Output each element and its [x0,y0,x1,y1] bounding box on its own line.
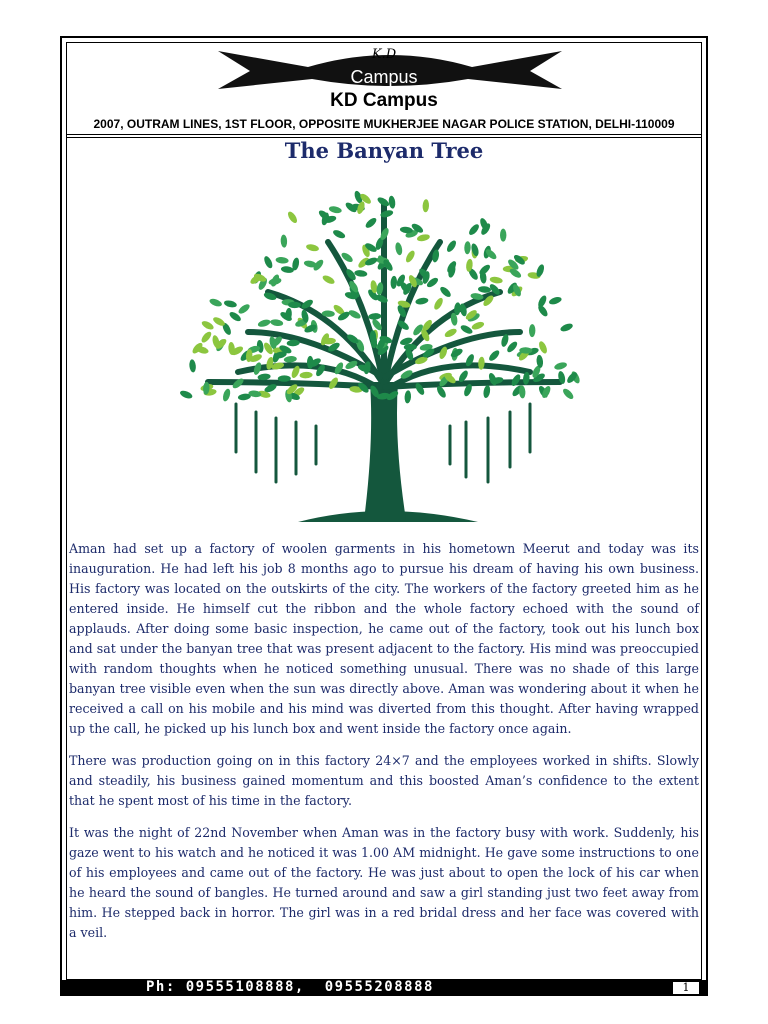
tree-branch [385,382,560,387]
tree-leaf [559,322,573,333]
tree-leaf [422,199,429,212]
tree-leaf [263,255,274,269]
footer-bar [62,980,706,995]
tree-leaf [200,330,213,344]
letterhead [66,42,702,135]
tree-leaf [529,324,536,337]
tree-leaf [394,242,403,256]
tree-leaf [561,387,575,401]
tree-leaf [459,324,473,336]
tree-leaf [548,296,562,306]
tree-leaf [404,249,416,263]
banyan-tree-illustration [178,182,590,526]
page-number: 1 [672,981,700,995]
tree-leaf [445,239,458,253]
tree-leaf [489,276,503,284]
tree-leaf [179,389,193,400]
tree-leaf [471,320,485,331]
tree-leaf [305,243,319,252]
tree-leaf [404,344,417,351]
tree-leaf [416,233,430,242]
tree-leaf [483,385,492,399]
tree-leaf [537,340,548,354]
tree-leaf [328,205,342,214]
tree-leaf [388,195,396,209]
tree-leaf [464,241,471,254]
tree-leaf [390,276,397,289]
tree-leaf [553,361,567,371]
story-title: The Banyan Tree [284,138,484,163]
tree-leaf [208,297,222,308]
tree-leaf [299,372,312,379]
tree-leaf [237,302,251,315]
tree-trunk [364,382,406,520]
logo-mark: K.D [371,47,397,62]
institute-address: 2007, OUTRAM LINES, 1ST FLOOR, OPPOSITE MUKHERJEE NAGAR POLICE STATION, DELHI-110009 [93,117,675,131]
tree-leaf [439,285,453,299]
tree-leaf [257,318,271,328]
tree-leaf [189,359,197,373]
tree-leaf [364,216,378,229]
tree-leaf [280,234,287,247]
story-body [69,539,699,955]
tree-leaf [270,319,284,327]
tree-leaf [470,243,480,257]
tree-leaf [404,390,411,403]
tree-leaf [500,229,506,242]
story-paragraph: Aman had set up a factory of woolen garments in his hometown Meerut and today was its inauguration. He had left his job 8 months ago to pursue his dream of having his own business. His factory was located on the outskirts of the city. The workers of the factory greeted him as he entered inside. He himself cut the ribbon and the whole factory echoed with the sound of applauds. After doing some basic inspection, he came out of the factory, took out his lunch box and sat under the banyan tree that was present adjacent to the factory. His mind was preoccupied with random thoughts when he noticed something unusual. There was no shade of this large banyan tree visible even when the sun was directly above. Aman was wondering about it when he received a call on his mobile and his mind was diverted from this thought. After having wrapped up the call, he picked up his lunch box and went inside the factory once again. [69,541,699,736]
tree-leaf [286,210,299,224]
tree-leaf [321,274,335,286]
tree-leaf [281,266,295,274]
institute-name: KD Campus [330,90,438,111]
header-divider [66,134,702,135]
tree-leaf [443,327,457,339]
tree-leaf [223,299,237,308]
tree-leaf [200,319,214,331]
story-paragraph: There was production going on in this factory 24×7 and the employees worked in shifts. Slowly and steadily, his business gained momentum and this boosted Aman’s confidence to the extent that he spent most of his time in the factory. [69,753,699,808]
tree-leaf [332,228,346,239]
tree-leaf [284,356,298,364]
logo-label: Campus [350,67,418,87]
tree-leaf [467,223,480,237]
phone-numbers: Ph: 09555108888, 09555208888 [146,979,434,995]
tree-leaf [368,313,381,320]
story-paragraph: It was the night of 22nd November when Aman was in the factory busy with work. Suddenly, his gaze went to his watch and he noticed it was 1.00 AM midnight. He gave some instructions to one of his employees and came out of the factory. He was just about to open the lock of his car when he heard the sound of bangles. He turned around and saw a girl standing just two feet away from him. He stepped back in horror. The girl was in a red bridal dress and her face was covered with a veil. [69,825,699,940]
tree-leaf [415,297,429,306]
tree-leaf [364,256,378,267]
tree-leaf [275,256,289,264]
tree-leaf [432,297,444,311]
tree-leaf [487,349,501,363]
tree-leaf [478,286,491,293]
tree-leaf [354,269,368,277]
tree-leaf [222,388,232,402]
